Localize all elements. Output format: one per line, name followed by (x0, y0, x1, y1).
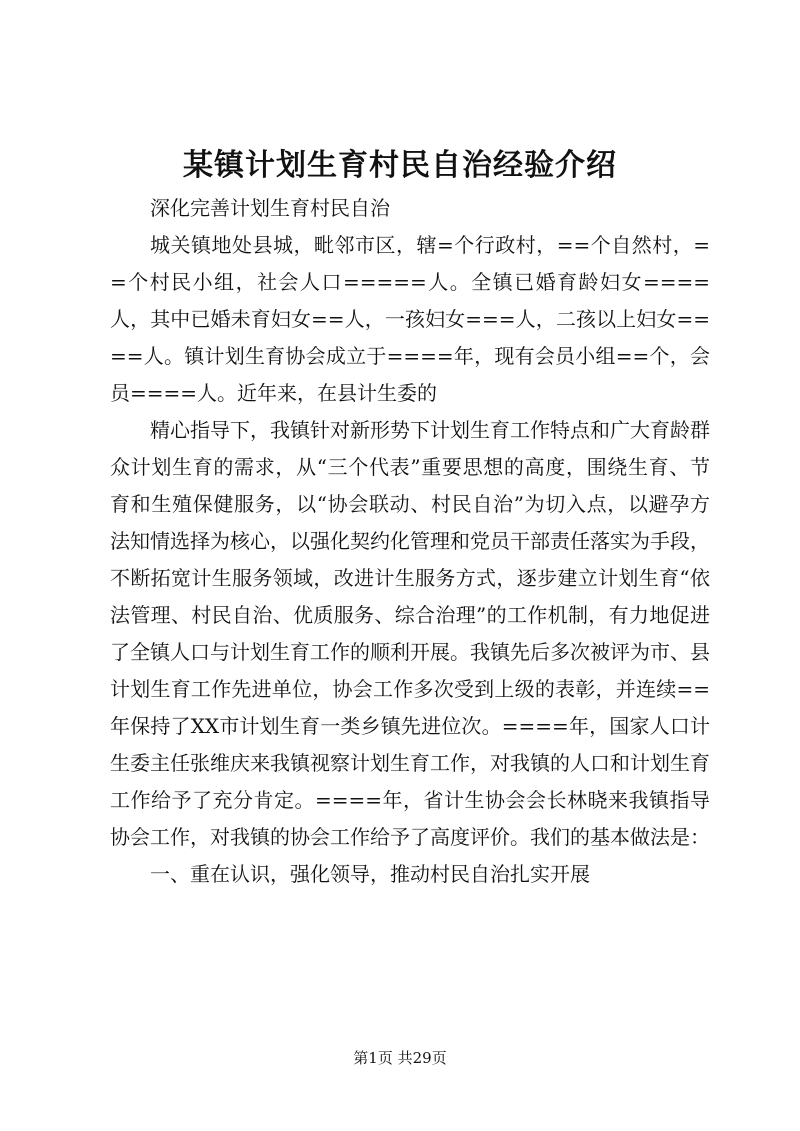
document-body (110, 190, 710, 893)
document-title: 某镇计划生育村民自治经验介绍 (183, 148, 617, 183)
paragraph-subtitle: 深化完善计划生育村民自治 (150, 196, 390, 220)
section-heading-1: 一、重在认识，强化领导，推动村民自治扎实开展 (150, 862, 590, 886)
paragraph-achievements: 精心指导下，我镇针对新形势下计划生育工作特点和广大育龄群众计划生育的需求，从“三个代表”重要思想的高度，围绕生育、节育和生殖保健服务，以“协会联动、村民自治”为切入点，以避孕方法知情选择为核心，以强化契约化管理和党员干部责任落实为手段，不断拓宽计生服务领域，改进计生服务方式，逐步建立计划生育“依法管理、村民自治、优质服务、综合治理”的工作机制，有力地促进了全镇人口与计划生育工作的顺利开展。我镇先后多次被评为市、县计划生育工作先进单位，协会工作多次受到上级的表彰，并连续==年保持了XX市计划生育一类乡镇先进位次。====年，国家人口计生委主任张维庆来我镇视察计划生育工作，对我镇的人口和计划生育工作给予了充分肯定。====年，省计生协会会长林晓来我镇指导协会工作，对我镇的协会工作给予了高度评价。我们的基本做法是： (110, 418, 710, 849)
paragraph-overview: 城关镇地处县城，毗邻市区，辖=个行政村，==个自然村，==个村民小组，社会人口=====人。全镇已婚育龄妇女====人，其中已婚未育妇女==人，一孩妇女===人，二孩以上妇女====人。镇计划生育协会成立于====年，现有会员小组==个，会员====人。近年来，在县计生委的 (110, 233, 710, 405)
page-number-footer: 第1页 共29页 (353, 1049, 447, 1067)
